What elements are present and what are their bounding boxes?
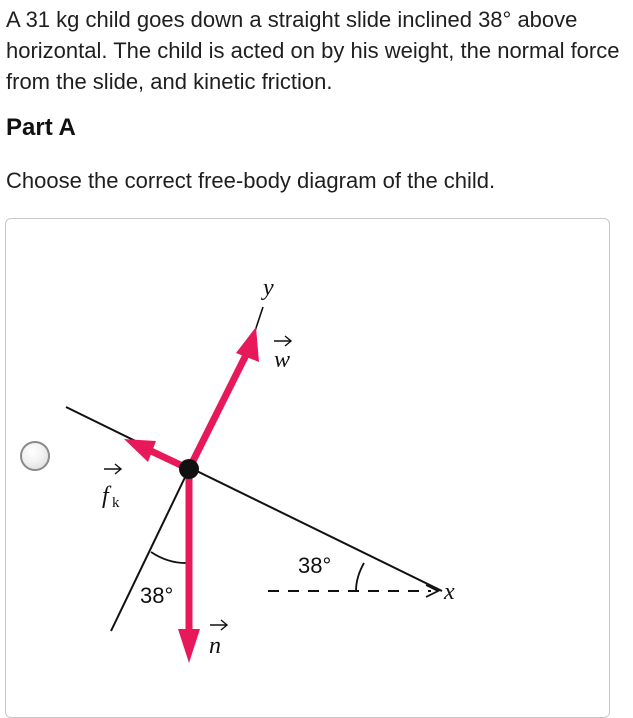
problem-statement: A 31 kg child goes down a straight slide inclined 38° above horizontal. The child is acted on by his weight, the normal force from the slide, and kinetic friction. — [6, 7, 620, 94]
part-title: Part A — [6, 114, 76, 141]
force-n-label: n — [209, 633, 221, 659]
force-n-vector-arrow — [210, 620, 227, 630]
normal-angle-arc — [151, 552, 189, 563]
slide-angle-label: 38° — [298, 553, 332, 578]
force-n-arrowhead — [178, 629, 200, 663]
slide-surface-line — [66, 407, 442, 591]
force-w-shaft — [189, 353, 247, 469]
y-axis-label: y — [263, 275, 274, 301]
force-fk-label: f — [102, 483, 109, 509]
slide-angle-arc — [356, 563, 364, 591]
part-instruction: Choose the correct free-body diagram of the child. — [6, 168, 496, 193]
child-point-mass — [179, 459, 199, 479]
force-fk-subscript: k — [112, 495, 120, 511]
free-body-diagram — [6, 219, 611, 701]
force-w-arrowhead — [236, 327, 259, 362]
x-axis-label: x — [444, 579, 455, 605]
force-w-label: w — [274, 347, 291, 373]
force-fk-arrowhead — [124, 439, 156, 462]
force-w-vector-arrow — [274, 336, 291, 346]
force-fk-vector-arrow — [104, 464, 121, 474]
normal-angle-label: 38° — [140, 583, 174, 608]
answer-option-card[interactable] — [5, 218, 610, 718]
